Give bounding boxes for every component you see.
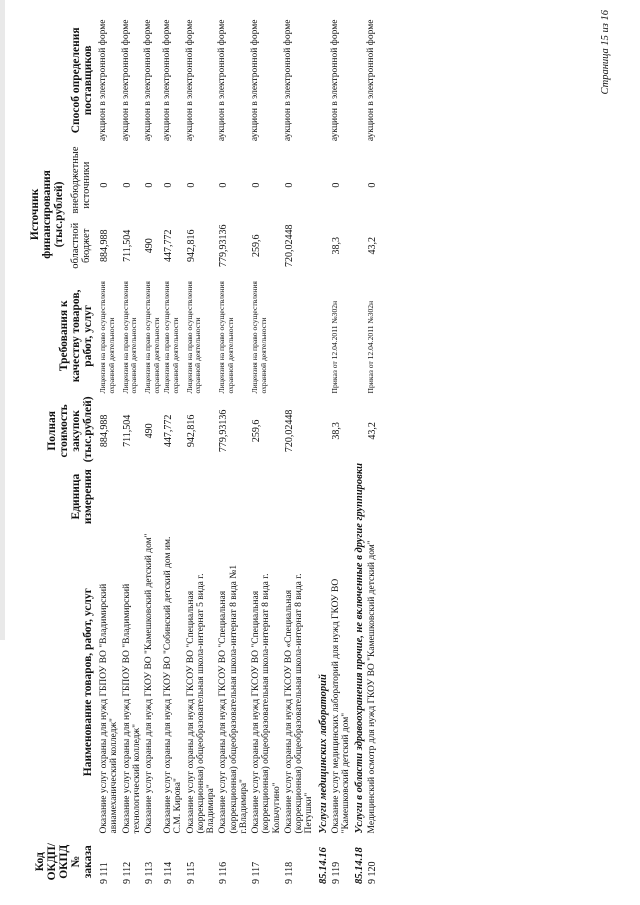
row-code: 9 119 xyxy=(330,861,342,884)
table-row xyxy=(98,7,121,887)
header-source-extra: внебюджетные источники xyxy=(70,146,93,214)
row-extra: 0 xyxy=(144,182,156,188)
group-code: 85.14.18 xyxy=(354,847,366,884)
row-total: 259,6 xyxy=(251,419,263,443)
table-row xyxy=(283,7,316,887)
row-total: 942,816 xyxy=(185,414,197,448)
row-code: 9 118 xyxy=(283,861,295,884)
table-row xyxy=(162,7,185,887)
row-method: аукцион в электронной форме xyxy=(217,19,228,142)
row-regional: 38,3 xyxy=(330,237,342,255)
header-method: Способ определения поставщиков xyxy=(70,27,95,134)
row-name: Оказание услуг охраны для нужд ГКСОУ ВО "Специальная (коррекционная) общеобразовательная школа-интернат 5 вида г. Владимира" xyxy=(185,573,217,834)
row-regional: 942,816 xyxy=(185,229,197,263)
row-name: Оказание услуг медицинских лабораторий для нужд ГКОУ ВО "Камешковский детский дом" xyxy=(330,578,351,834)
row-name: Оказание услуг охраны для нужд ГКСОУ ВО «Специальная (коррекционная) общеобразовательная школа-интернат 8 вида г. Петушки" xyxy=(283,573,315,834)
row-code: 9 117 xyxy=(251,861,263,884)
row-extra: 0 xyxy=(330,182,342,188)
row-unit xyxy=(185,465,218,528)
row-method: аукцион в электронной форме xyxy=(250,19,261,142)
group-title: Услуги в области здравоохранения прочие, не включенные в другие группировки xyxy=(354,462,366,834)
row-extra: 0 xyxy=(283,182,295,188)
row-code: 9 114 xyxy=(163,861,175,884)
row-name: Оказание услуг охраны для нужд ГБПОУ ВО "Владимирский технологический колледж" xyxy=(121,583,142,834)
row-requirements: Лицензия на право осуществления охранной деятельности xyxy=(184,281,203,394)
row-total: 447,772 xyxy=(163,414,175,448)
row-name: Оказание услуг охраны для нужд ГКОУ ВО "Камешковский детский дом" xyxy=(144,533,155,834)
row-total: 490 xyxy=(144,423,156,439)
header-source-regional: областной бюджет xyxy=(70,222,93,269)
row-method: аукцион в электронной форме xyxy=(98,19,109,142)
row-unit xyxy=(121,465,144,528)
row-method: аукцион в электронной форме xyxy=(143,19,154,142)
row-unit xyxy=(250,465,283,528)
row-regional: 711,504 xyxy=(121,229,133,262)
row-requirements: Лицензия на право осуществления охранной деятельности xyxy=(217,281,235,394)
row-extra: 0 xyxy=(121,182,133,188)
row-total: 720,02448 xyxy=(283,409,295,453)
row-method: аукцион в электронной форме xyxy=(162,19,173,142)
header-requirements: Требования к качеству товаров, работ, услуг xyxy=(58,289,95,383)
row-code: 9 120 xyxy=(367,861,379,884)
row-method: аукцион в электронной форме xyxy=(120,19,131,142)
row-total: 711,504 xyxy=(121,414,133,447)
row-unit xyxy=(143,465,162,528)
table-body xyxy=(98,7,379,887)
table-row xyxy=(217,7,250,887)
row-regional: 720,02448 xyxy=(283,224,295,268)
page-number: Страница 15 из 16 xyxy=(600,10,611,95)
row-extra: 0 xyxy=(251,182,263,188)
row-name: Медицинский осмотр для нужд ГКОУ ВО "Камешковский детский дом" xyxy=(367,540,378,834)
row-requirements xyxy=(283,275,316,396)
row-requirements: Лицензия на право осуществления охранной деятельности xyxy=(162,281,180,394)
row-requirements: Приказ от 12.04.2011 №302н xyxy=(366,300,376,394)
row-extra: 0 xyxy=(163,182,175,188)
row-total: 43,2 xyxy=(367,422,379,440)
row-method: аукцион в электронной форме xyxy=(184,19,195,142)
table-row xyxy=(143,7,162,887)
row-method: аукцион в электронной форме xyxy=(282,19,293,142)
procurement-table xyxy=(28,7,379,887)
row-code: 9 112 xyxy=(121,861,133,884)
row-requirements: Лицензия на право осуществления охранной деятельности xyxy=(250,281,268,394)
row-code: 9 116 xyxy=(218,861,230,884)
row-total: 38,3 xyxy=(330,422,342,440)
header-source: Источник финансирования (тыс.рублей) xyxy=(29,170,66,259)
row-regional: 884,988 xyxy=(99,229,111,263)
row-regional: 490 xyxy=(144,238,156,254)
row-extra: 0 xyxy=(185,182,197,188)
row-regional: 779,93136 xyxy=(218,224,230,268)
row-unit xyxy=(366,465,379,528)
header-name: Наименование товаров, работ, услуг xyxy=(82,588,95,777)
row-extra: 0 xyxy=(218,182,230,188)
row-code: 9 111 xyxy=(99,862,111,884)
row-unit xyxy=(283,465,316,528)
row-unit xyxy=(330,465,353,528)
row-total: 884,988 xyxy=(99,414,111,448)
header-unit: Единица измерения xyxy=(70,469,95,525)
group-title: Услуги медицинских лабораторий xyxy=(317,674,329,834)
row-code: 9 115 xyxy=(185,861,197,884)
header-code: Код ОКДП/ ОКПД № заказа xyxy=(33,843,95,881)
group-code: 85.14.16 xyxy=(317,847,329,884)
row-regional: 259,6 xyxy=(251,234,263,258)
row-method: аукцион в электронной форме xyxy=(329,19,340,142)
row-unit xyxy=(217,465,250,528)
table-row xyxy=(250,7,283,887)
row-extra: 0 xyxy=(367,182,379,188)
row-requirements: Лицензия на право осуществления охранной деятельности xyxy=(98,281,116,394)
table-row xyxy=(330,7,353,887)
row-requirements: Приказ от 12.04.2011 №302н xyxy=(329,300,339,394)
row-extra: 0 xyxy=(99,182,111,188)
row-regional: 447,772 xyxy=(163,229,175,263)
group-row xyxy=(352,7,366,887)
row-total: 779,93136 xyxy=(218,409,230,453)
row-unit xyxy=(98,465,121,528)
row-requirements: Лицензия на право осуществления охранной деятельности xyxy=(120,281,139,394)
group-row xyxy=(316,7,330,887)
row-name: Оказание услуг охраны для нужд ГБПОУ ВО "Владимирский авиамеханический колледж" xyxy=(99,583,120,834)
row-name: Оказание услуг охраны для нужд ГКОУ ВО "Собинский детский дом им. С.М. Кирова" xyxy=(163,536,184,834)
row-code: 9 113 xyxy=(144,861,156,884)
row-unit xyxy=(162,465,185,528)
table-row xyxy=(366,7,379,887)
row-requirements: Лицензия на право осуществления охранной деятельности xyxy=(143,281,161,394)
table-row xyxy=(121,7,144,887)
header-row xyxy=(28,7,69,887)
header-total: Полная стоимость закупок (тыс.рублей) xyxy=(45,396,95,463)
table-row xyxy=(185,7,218,887)
row-regional: 43,2 xyxy=(367,237,379,255)
row-method: аукцион в электронной форме xyxy=(366,19,377,142)
row-name: Оказание услуг охраны для нужд ГКСОУ ВО "Специальная (коррекционная) общеобразовательная школа-интернат 8 вида г. Кольчугино" xyxy=(251,573,282,834)
row-name: Оказание услуг охраны для нужд ГКСОУ ВО "Специальная (коррекционная) общеобразовательная школа-интернат 8 вида №1 г.Владимира" xyxy=(218,564,249,834)
